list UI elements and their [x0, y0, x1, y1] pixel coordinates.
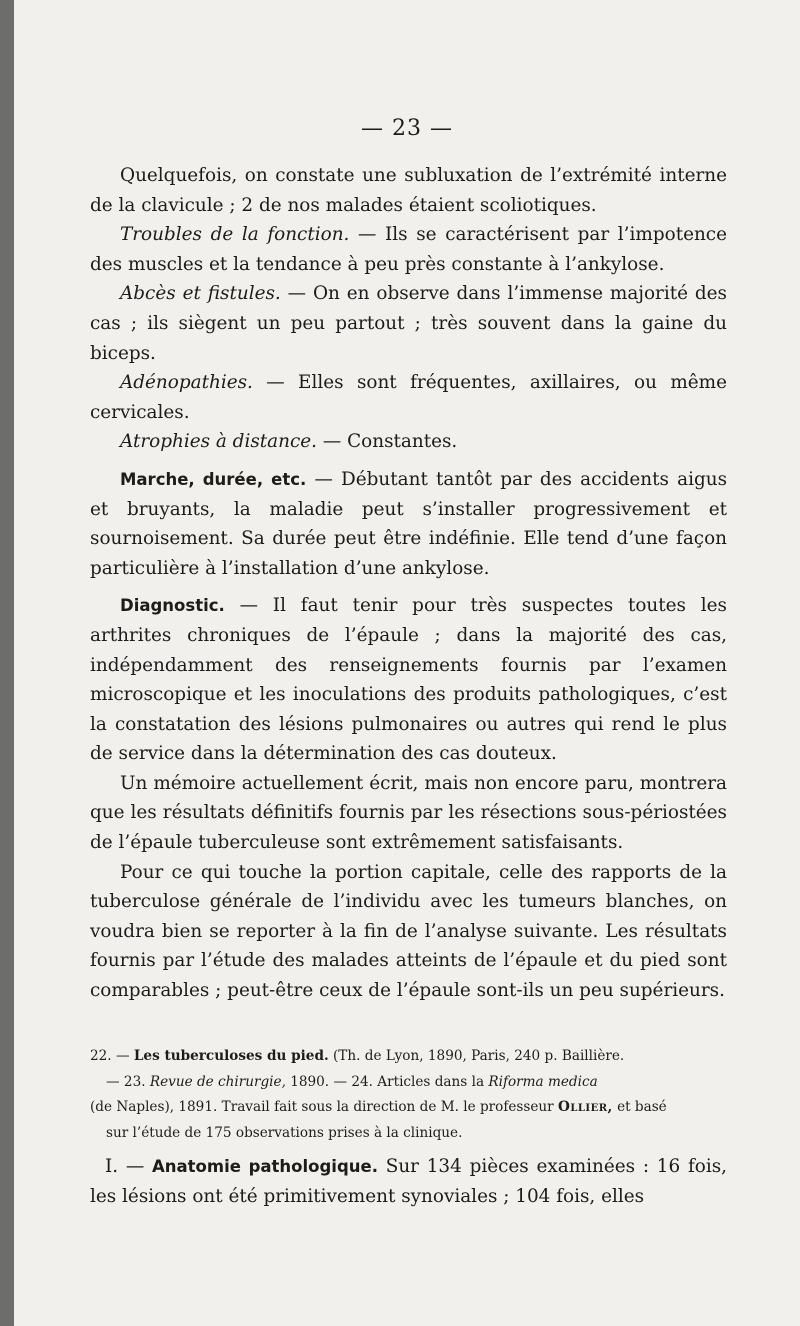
paragraph-atrophies: Atrophies à distance. — Constantes. [120, 431, 458, 453]
heading-diagnostic: Diagnostic. [120, 596, 225, 616]
main-text [90, 161, 727, 1006]
note-22: 22. — Les tuberculoses du pied. (Th. de Lyon, 1890, Paris, 240 p. Baillière. [90, 1048, 625, 1064]
paragraph-diagnostic: Diagnostic. — Il faut tenir pour très suspectes toutes les arthrites chroniques de l’épaule ; dans la majorité des cas, indépendamment des renseignements fournis par l’examen microscopique et les inoculations des produits pathologiques, c’est la constatation des lésions pulmonaires ou autres qui rend le plus de service dans la détermination des cas douteux. [90, 595, 727, 765]
heading-atrophies: Atrophies à distance. [120, 431, 318, 453]
paragraph-abces: Abcès et fistules. — On en observe dans l’immense majorité des cas ; ils siègent un peu partout ; très souvent dans la gaine du biceps. [90, 283, 727, 364]
paragraph-marche: Marche, durée, etc. — Débutant tantôt par des accidents aigus et bruyants, la maladie peut s’installer progressivement et sournoisement. Sa durée peut être indéfinie. Elle tend d’une façon particulière à l’installation d’une ankylose. [90, 468, 728, 579]
bibliography-notes [90, 1044, 727, 1146]
heading-marche: Marche, durée, etc. [120, 469, 307, 489]
paragraph-fonction: Troubles de la fonction. — Ils se caractérisent par l’impotence des muscles et la tendance à peu près constante à l’ankylose. [90, 224, 727, 275]
paragraph-memoire: Un mémoire actuellement écrit, mais non encore paru, montrera que les résultats définitifs fournis par les résections sous-périostées de l’épaule tuberculeuse sont extrêmement satisfaisants. [90, 772, 727, 854]
heading-anatomie: Anatomie pathologique. [152, 1157, 378, 1176]
paragraph-subluxation: Quelquefois, on constate une subluxation de l’extrémité interne de la clavicule ; 2 de nos malades étaient scoliotiques. [90, 165, 727, 216]
note-line-4: sur l’étude de 175 observations prises à la clinique. [106, 1124, 463, 1141]
book-page [14, 0, 800, 1326]
note-line-3: (de Naples), 1891. Travail fait sous la direction de M. le professeur Ollier, et basé [90, 1099, 667, 1115]
section-anatomie: I. — Anatomie pathologique. Sur 134 pièces examinées : 16 fois, les lésions ont été primitivement synoviales ; 104 fois, elles [90, 1156, 727, 1207]
page-number: — 23 — [361, 116, 453, 141]
paragraph-rapports: Pour ce qui touche la portion capitale, celle des rapports de la tuberculose générale de l’individu avec les tumeurs blanches, on voudra bien se reporter à la fin de l’analyse suivante. Les résultats fournis par l’étude des malades atteints de l’épaule et du pied sont comparables ; peut-être ceux de l’épaule sont-ils un peu supérieurs. [90, 861, 727, 1002]
heading-adenopathies: Adénopathies. [120, 372, 253, 394]
heading-abces: Abcès et fistules. [120, 283, 281, 305]
note-23-24: — 23. Revue de chirurgie, 1890. — 24. Articles dans la Riforma medica [106, 1073, 598, 1090]
paragraph-adenopathies: Adénopathies. — Elles sont fréquentes, axillaires, ou même cervicales. [90, 372, 727, 423]
heading-fonction: Troubles de la fonction. [120, 224, 350, 246]
